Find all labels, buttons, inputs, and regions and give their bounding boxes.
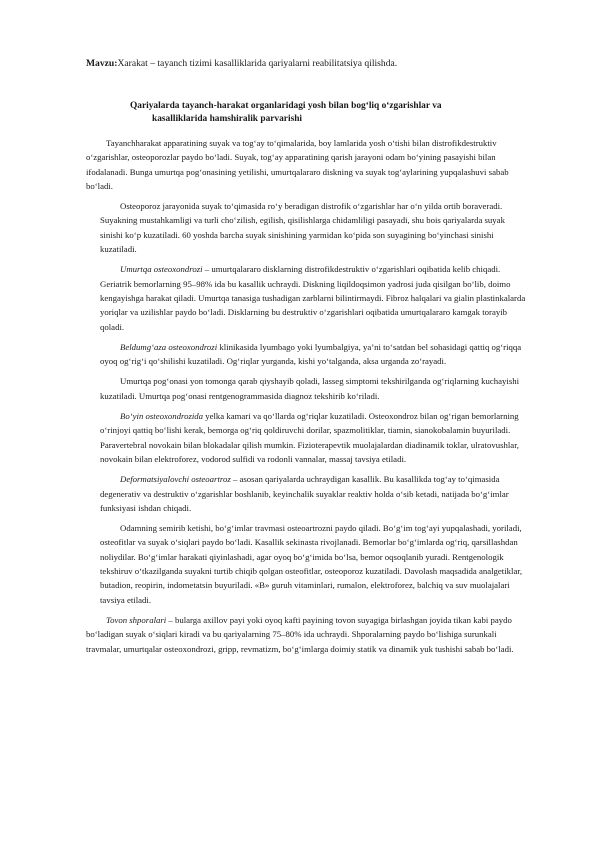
paragraph-text: Tayanchharakat apparatining suyak va tog‘ay to‘qimalarida, boy lamlarida yosh o‘tishi bilan distrofikdestruktiv o‘zgarishlar, osteoporozlar paydo bo‘ladi. Suyak, tog‘ay apparatining qarish jarayoni odam bo‘yining pasayishi bilan ifodalanadi. Bunga umurtqa pog‘onasining yetilishi, umurtqalararo diskning va suyak tog‘aylarining yupqalashuvi sabab bo‘ladi. [86,138,509,191]
paragraph [86,199,526,256]
paragraph [86,613,526,656]
paragraph-text: Odamning semirib ketishi, bo‘g‘imlar travmasi osteoartrozni paydo qiladi. Bo‘g‘im tog‘ayi yupqalashadi, yoriladi, osteofitlar va suyak o‘siqlari paydo bo‘ladi. Kasallik sekinasta rivojlanadi. Bemorlar bo‘g‘imlarda og‘riq, qarsillashdan noliydilar. Bo‘g‘imlar harakati qiyinlashadi, agar oyoq bo‘g‘imida bo‘lsa, bemor oqsoqlanib yuradi. Rentgenologik tekshiruv o‘tkazilganda suyakni turtib chiqib qolgan osteofitlar, osteoporoz kuzatiladi. Davolash maqsadida analgetiklar, butadion, reopirin, indometatsin buyuriladi. «B» guruh vitaminlari, rumalon, elektroforez, balchiq va suv muolajalari tavsiya etiladi. [100,523,523,605]
paragraph [86,472,526,515]
paragraph-text: – umurtqalararo disklarning distrofikdestruktiv o‘zgarishlari oqibatida kelib chiqadi. Geriatrik bemorlarning 95–98% ida bu kasallik uchraydi. Diskning liqildoqsimon yadrosi juda qisilgan bo‘lib, doimo kengayishga harakat qiladi. Umurtqa tanasiga tushadigan zarblarni bilintirmaydi. Fibroz halqalari va gialin plastinkalarda yoriqlar va uzilishlar paydo bo‘ladi. Disklarning bu destruktiv o‘zgarishlari oqibatida umurtqalararo kamgak torayib qoladi. [100,264,526,332]
paragraph [86,136,526,193]
paragraph-term: Umurtqa osteoxondrozi [120,264,203,275]
paragraph [86,374,526,403]
topic-line [86,58,397,70]
paragraph-text: – bularga axillov payi yoki oyoq kafti payining tovon suyagiga birlashgan joyida tikan kabi paydo bo‘ladigan suyak o‘siqlari kiradi va bu qariyalarning 75–80% ida uchraydi. Shporalarning paydo bo‘lishiga surunkali travmalar, umurtqalar osteoxondrozi, gripp, revmatizm, bo‘g‘imlarga doimiy statik va dinamik yuk tushishi sabab bo‘ladi. [86,614,514,654]
paragraph-text: Umurtqa pog‘onasi yon tomonga qarab qiyshayib qoladi, lasseg simptomi tekshirilganda og‘riqlarning kuchayishi kuzatiladi. Umurtqa pog‘onasi rentgenogrammasida diagnoz tekshirib ko‘riladi. [100,376,520,401]
heading-line-1: Qariyalarda tayanch-harakat organlaridagi yosh bilan bog‘liq o‘zgarishlar va [130,101,442,111]
paragraph-term: Tovon shporalari [106,614,167,625]
paragraph-text: – asosan qariyalarda uchraydigan kasallik. Bu kasallikda tog‘ay to‘qimasida degenerativ va destruktiv o‘zgarishlar boshlanib, keyinchalik suyaklar reaktiv holda o‘sib ketadi, natijada bo‘g‘imlar funksiyasi ishdan chiqadi. [100,474,509,513]
paragraph-term: Beldumg‘aza osteoxondrozi [120,341,218,352]
paragraph-term: Deformatsiyalovchi osteoartroz [120,474,231,485]
paragraph-text: Osteoporoz jarayonida suyak to‘qimasida ro‘y beradigan distrofik o‘zgarishlar har o‘n yilda ortib boraveradi. Suyakning mustahkamligi va turli cho‘zilish, egilish, qisilishlarga chidamliligi pasayadi, shu bois qariyalarda suyak sinishi ko‘p kuzatiladi. 60 yoshda barcha suyak sinishining yarmidan ko‘pida son suyagining bo‘yinchasi sinishi kuzatiladi. [100,201,505,255]
topic-label: Mavzu: [86,58,118,69]
paragraph [86,340,526,369]
heading-line-2: kasalliklarida hamshiralik parvarishi [152,113,303,124]
paragraph [86,262,526,333]
paragraph-term: Bo‘yin osteoxondrozida [120,411,204,422]
paragraph [86,409,526,466]
paragraph-text: klinikasida lyumbago yoki lyumbalgiya, ya’ni to‘satdan bel sohasidagi qattiq og‘riqqa oyoq og‘rig‘i qo‘shilishi kuzatiladi. Og‘riqlar yurganda, kishi yo‘talganda, aksa urganda zo‘rayadi. [100,341,522,367]
document-body [86,136,526,662]
paragraph-text: yelka kamari va qo‘llarda og‘riqlar kuzatiladi. Osteoxondroz bilan og‘rigan bemorlarning o‘rinjoyi qattiq bo‘lishi kerak, bemorga og‘riq qoldiruvchi dorilar, spazmolitiklar, tiamin, sianokobalamin buyuriladi. Paravertebral novokain bilan blokadalar qilish mumkin. Fizioterapevtik muolajalardan diadinamik toklar, ulratovushlar, novokain bilan elektroforez, vodorod sulfidi va rodonli vannalar, massaj tavsiya etiladi. [100,411,519,464]
paragraph [86,521,526,607]
topic-text: Xarakat – tayanch tizimi kasalliklarida qariyalarni reabilitatsiya qilishda. [117,58,398,69]
